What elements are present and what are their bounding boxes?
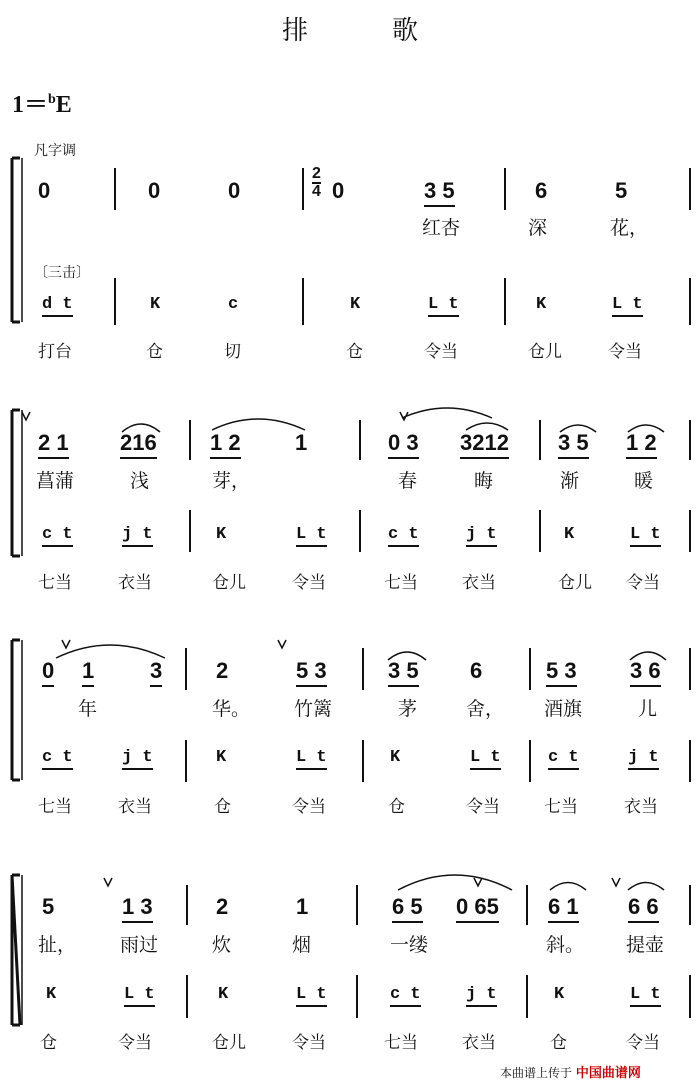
perc: c bbox=[228, 295, 239, 314]
footer-text: 本曲谱上传于 bbox=[500, 1066, 573, 1080]
system-bracket bbox=[12, 640, 20, 780]
note: 0 bbox=[332, 178, 345, 203]
perc: j t bbox=[122, 525, 153, 547]
perc-syllable: 仓 bbox=[550, 1033, 567, 1053]
note: 3 5 bbox=[388, 658, 419, 687]
perc: c t bbox=[42, 748, 73, 770]
perc: L t bbox=[470, 748, 501, 770]
perc-syllable: 令当 bbox=[608, 342, 642, 362]
perc-syllable: 令当 bbox=[626, 1033, 660, 1053]
perc-syllable: 衣当 bbox=[462, 1033, 496, 1053]
perc: j t bbox=[122, 748, 153, 770]
note: 5 bbox=[42, 894, 55, 919]
lyric: 炊 bbox=[212, 934, 232, 956]
barlines-row-3 bbox=[186, 648, 690, 782]
lyric: 年 bbox=[78, 698, 98, 720]
lyric: 儿 bbox=[638, 698, 658, 720]
lyric: 舍， bbox=[466, 698, 505, 720]
note: 3212 bbox=[460, 430, 509, 459]
key-note: E bbox=[55, 92, 72, 118]
note: 0 bbox=[148, 178, 161, 203]
perc: L t bbox=[296, 985, 327, 1007]
key-base: 1＝ bbox=[12, 92, 48, 118]
perc: j t bbox=[466, 985, 497, 1007]
perc: c t bbox=[388, 525, 419, 547]
perc: d t bbox=[42, 295, 73, 317]
perc: K bbox=[554, 985, 565, 1004]
lyric: 春 bbox=[398, 470, 418, 492]
perc-syllable: 仓 bbox=[146, 342, 163, 362]
lyric: 花， bbox=[610, 217, 649, 239]
lyric: 渐 bbox=[560, 470, 580, 492]
note: 1 bbox=[295, 430, 308, 455]
percussion-label: 〔三击〕 bbox=[34, 265, 90, 281]
perc-syllable: 令当 bbox=[292, 573, 326, 593]
perc: j t bbox=[466, 525, 497, 547]
perc-syllable: 令当 bbox=[292, 797, 326, 817]
note: 3 5 bbox=[424, 178, 455, 207]
perc-syllable: 七当 bbox=[544, 797, 578, 817]
note: 0 65 bbox=[456, 894, 499, 923]
note: 216 bbox=[120, 430, 157, 459]
perc: K bbox=[536, 295, 547, 314]
lyric: 斜。 bbox=[546, 934, 585, 956]
note: 3 5 bbox=[558, 430, 589, 459]
perc: K bbox=[150, 295, 161, 314]
perc: K bbox=[390, 748, 401, 767]
lyric: 酒旗 bbox=[544, 698, 583, 720]
perc-syllable: 切 bbox=[224, 342, 241, 362]
system-bracket bbox=[12, 875, 20, 1025]
note: 2 bbox=[216, 894, 229, 919]
key-flat: b bbox=[48, 92, 56, 107]
perc-syllable: 令当 bbox=[118, 1033, 152, 1053]
note: 6 6 bbox=[628, 894, 659, 923]
note: 6 bbox=[535, 178, 548, 203]
perc: K bbox=[216, 748, 227, 767]
note: 0 bbox=[42, 658, 54, 687]
perc: L t bbox=[296, 525, 327, 547]
note: 0 bbox=[38, 178, 51, 203]
lyric: 红杏 bbox=[422, 217, 461, 239]
perc-syllable: 仓 bbox=[214, 797, 231, 817]
note: 1 bbox=[82, 658, 94, 687]
note: 2 bbox=[216, 658, 229, 683]
note: 0 bbox=[228, 178, 241, 203]
note: 5 3 bbox=[546, 658, 577, 687]
perc: K bbox=[350, 295, 361, 314]
lyric: 菖蒲 bbox=[36, 470, 75, 492]
note: 1 3 bbox=[122, 894, 153, 923]
note: 1 2 bbox=[210, 430, 241, 459]
perc-syllable: 打台 bbox=[38, 342, 72, 362]
lyric: 一缕 bbox=[390, 934, 429, 956]
note: 2 1 bbox=[38, 430, 69, 459]
perc: c t bbox=[548, 748, 579, 770]
perc: L t bbox=[630, 525, 661, 547]
perc-syllable: 仓 bbox=[40, 1033, 57, 1053]
perc: c t bbox=[42, 525, 73, 547]
perc-syllable: 七当 bbox=[38, 573, 72, 593]
lyric: 茅 bbox=[398, 698, 418, 720]
lyric: 深 bbox=[528, 217, 548, 239]
system-bracket bbox=[12, 410, 20, 556]
site-logo: 中国曲谱网 bbox=[575, 1066, 641, 1081]
lyric: 扯， bbox=[38, 934, 77, 956]
perc: L t bbox=[124, 985, 155, 1007]
perc: j t bbox=[628, 748, 659, 770]
note: 5 bbox=[615, 178, 628, 203]
lyric: 雨过 bbox=[120, 934, 159, 956]
perc-syllable: 仓儿 bbox=[528, 342, 562, 362]
lyric: 芽， bbox=[212, 470, 251, 492]
perc: L t bbox=[296, 748, 327, 770]
barlines-row-2 bbox=[190, 420, 690, 552]
title-char-2: 歌 bbox=[392, 16, 419, 46]
perc: L t bbox=[428, 295, 459, 317]
perc-syllable: 七当 bbox=[384, 1033, 418, 1053]
perc-syllable: 七当 bbox=[38, 797, 72, 817]
perc-syllable: 仓 bbox=[388, 797, 405, 817]
time-signature: 2 4 bbox=[312, 165, 321, 200]
barlines-row-4 bbox=[187, 885, 690, 1018]
perc-syllable: 仓儿 bbox=[558, 573, 592, 593]
perc-syllable: 令当 bbox=[466, 797, 500, 817]
perc-syllable: 令当 bbox=[626, 573, 660, 593]
note: 1 bbox=[296, 894, 309, 919]
perc-syllable: 衣当 bbox=[624, 797, 658, 817]
note: 6 bbox=[470, 658, 483, 683]
perc-syllable: 衣当 bbox=[462, 573, 496, 593]
perc: K bbox=[218, 985, 229, 1004]
perc-syllable: 仓儿 bbox=[212, 573, 246, 593]
lyric: 竹篱 bbox=[294, 698, 333, 720]
perc: c t bbox=[390, 985, 421, 1007]
note: 0 3 bbox=[388, 430, 419, 459]
note: 5 3 bbox=[296, 658, 327, 687]
barlines-row-1 bbox=[115, 165, 690, 325]
perc-syllable: 令当 bbox=[424, 342, 458, 362]
lyric: 晦 bbox=[474, 470, 494, 492]
perc-syllable: 衣当 bbox=[118, 797, 152, 817]
perc-syllable: 仓 bbox=[346, 342, 363, 362]
lyric: 暖 bbox=[634, 470, 654, 492]
note: 3 6 bbox=[630, 658, 661, 687]
perc: K bbox=[216, 525, 227, 544]
perc-syllable: 衣当 bbox=[118, 573, 152, 593]
lyric: 浅 bbox=[130, 470, 150, 492]
perc-syllable: 令当 bbox=[292, 1033, 326, 1053]
perc-syllable: 仓儿 bbox=[212, 1033, 246, 1053]
mode-label: 凡字调 bbox=[34, 143, 76, 159]
footer-watermark bbox=[500, 1062, 641, 1081]
perc: K bbox=[46, 985, 57, 1004]
perc-syllable: 七当 bbox=[384, 573, 418, 593]
lyric: 烟 bbox=[292, 934, 312, 956]
perc: L t bbox=[630, 985, 661, 1007]
lyric: 提壶 bbox=[626, 934, 665, 956]
lyric: 华。 bbox=[212, 698, 251, 720]
note: 6 5 bbox=[392, 894, 423, 923]
note: 3 bbox=[150, 658, 162, 687]
perc: L t bbox=[612, 295, 643, 317]
title-char-1: 排 bbox=[282, 16, 309, 46]
note: 6 1 bbox=[548, 894, 579, 923]
note: 1 2 bbox=[626, 430, 657, 459]
system-bracket bbox=[12, 158, 20, 322]
perc: K bbox=[564, 525, 575, 544]
